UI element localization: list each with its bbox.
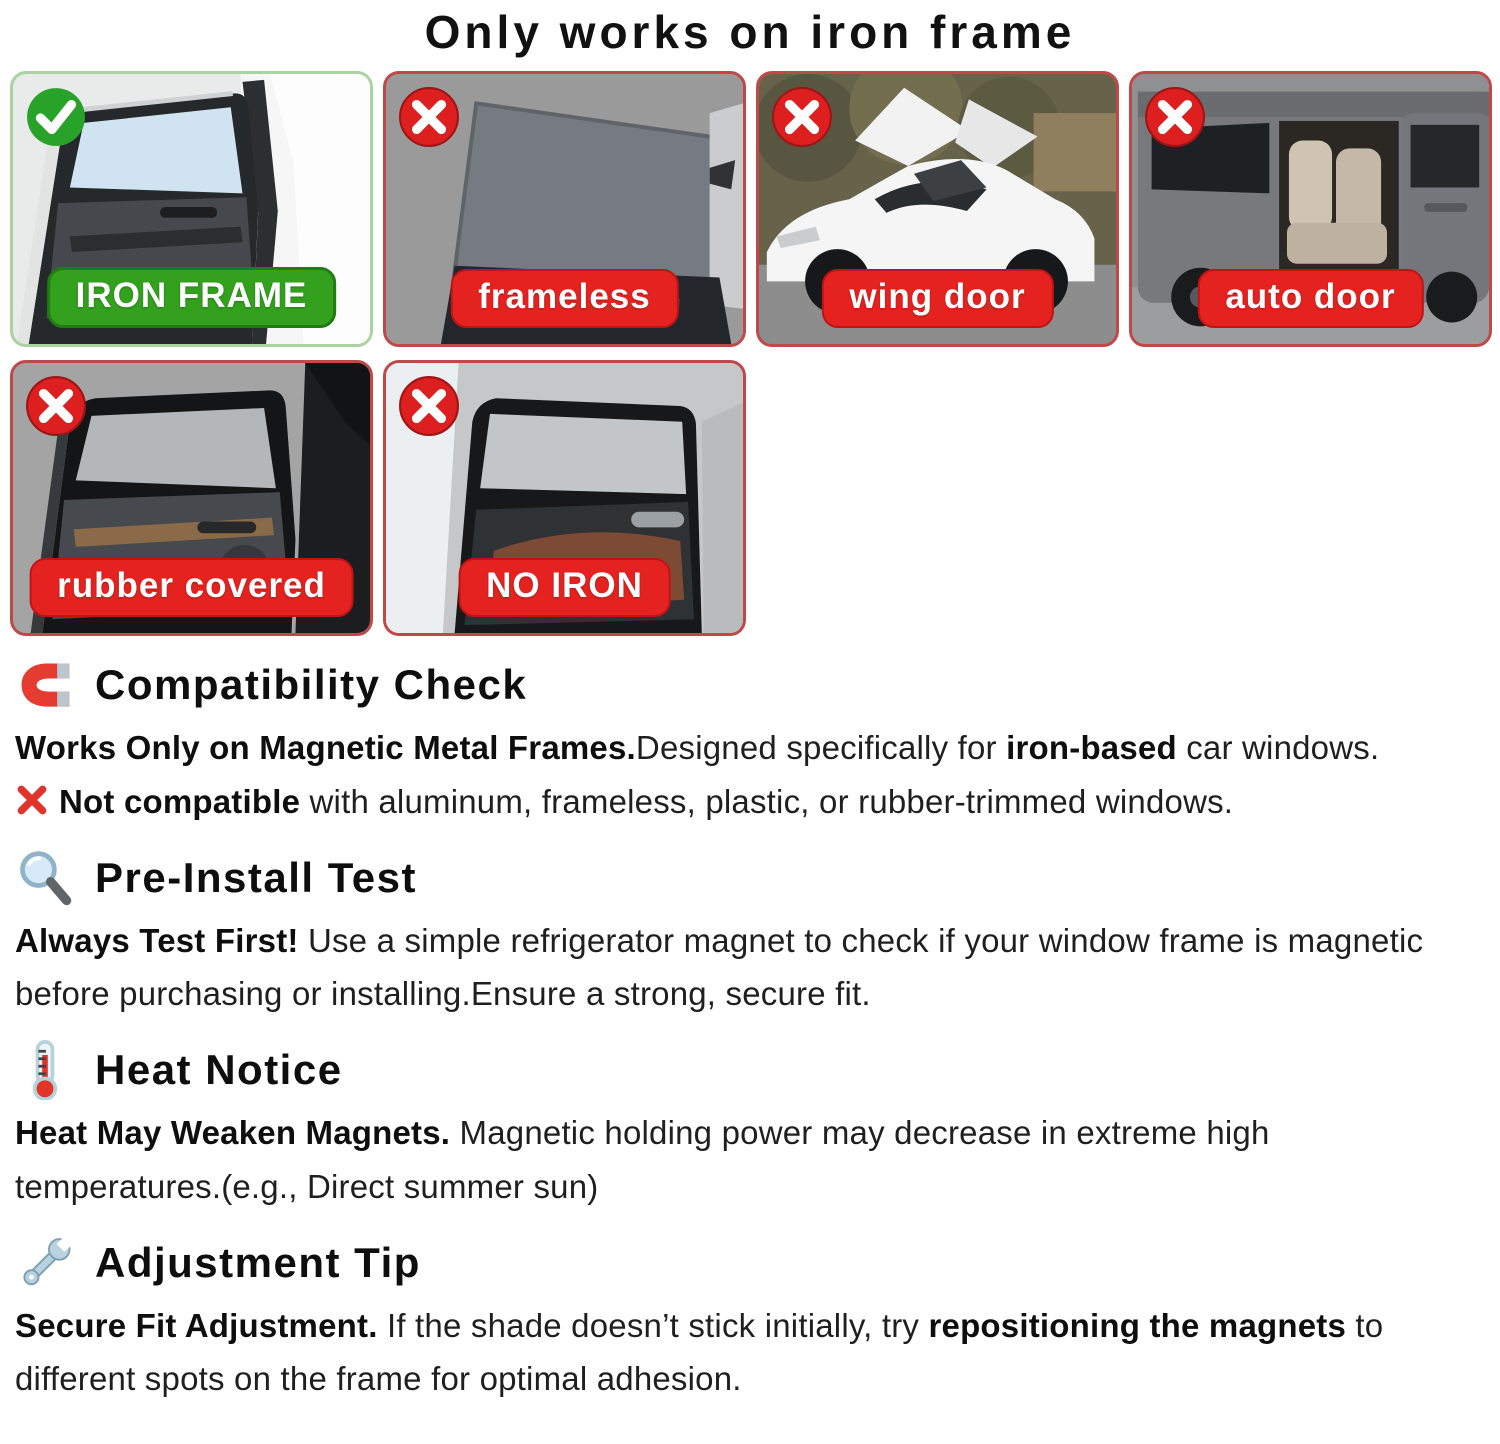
x-icon [398, 86, 460, 148]
compatibility-text: Works Only on Magnetic Metal Frames.Designed specifically for iron-based car windows. Not compatible with aluminum, frameless, plastic, or rubber-trimmed windows. [15, 729, 1380, 820]
pre-install-text: Always Test First! Use a simple refrigerator magnet to check if your window frame is magnetic before purchasing or installing.Ensure a strong, secure fit. [15, 921, 1424, 1013]
card-label: NO IRON [458, 558, 671, 617]
section-heat-notice [0, 1039, 1500, 1214]
check-icon [25, 86, 87, 148]
card-rubber-covered [10, 360, 373, 636]
thermometer-icon [15, 1040, 75, 1100]
x-icon [25, 375, 87, 437]
card-no-iron [383, 360, 746, 636]
x-icon [771, 86, 833, 148]
section-heading: Adjustment Tip [95, 1238, 421, 1286]
page-title: Only works on iron frame [424, 6, 1076, 58]
red-x-icon [15, 779, 49, 813]
card-label: auto door [1197, 269, 1423, 328]
section-pre-install-test [0, 847, 1500, 1022]
heat-notice-text: Heat May Weaken Magnets. Magnetic holding power may decrease in extreme high temperatures.(e.g., Direct summer sun) [15, 1114, 1270, 1205]
section-heading: Compatibility Check [95, 661, 528, 708]
card-frameless [383, 71, 746, 347]
section-adjustment-tip [0, 1232, 1500, 1407]
card-auto-door [1129, 71, 1492, 347]
x-icon [398, 375, 460, 437]
section-heading: Heat Notice [95, 1046, 343, 1094]
section-compatibility-check [0, 654, 1500, 829]
card-label: IRON FRAME [47, 267, 337, 328]
magnifier-icon [15, 848, 75, 908]
card-iron-frame [10, 71, 373, 347]
compatibility-grid [10, 71, 1492, 636]
card-label: frameless [450, 269, 678, 328]
x-icon [1144, 86, 1206, 148]
wrench-icon [15, 1233, 75, 1293]
magnet-icon [15, 655, 75, 715]
card-label: rubber covered [29, 558, 354, 617]
card-wing-door [756, 71, 1119, 347]
section-heading: Pre-Install Test [95, 853, 417, 901]
card-label: wing door [821, 269, 1053, 328]
adjustment-tip-text: Secure Fit Adjustment. If the shade doesn’t stick initially, try repositioning the magnets to different spots on the frame for optimal adhesion. [15, 1306, 1384, 1398]
